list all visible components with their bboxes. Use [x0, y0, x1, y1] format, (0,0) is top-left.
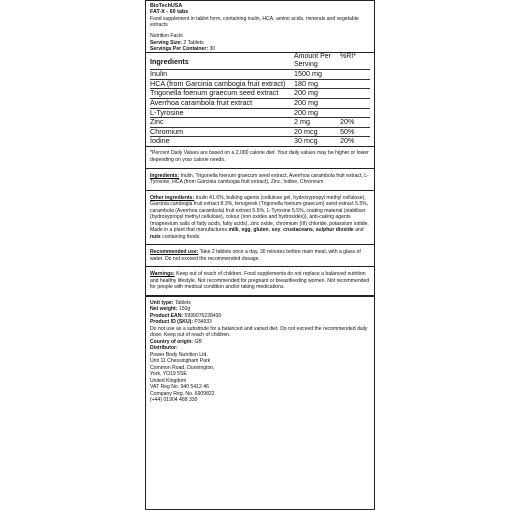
col-ri: %RI* [340, 53, 356, 61]
product-ean-value: 5999076228430 [183, 312, 222, 319]
table-row [150, 99, 370, 109]
row-name: Averrhoa carambola fruit extract [150, 99, 294, 109]
allergen-milk: milk [228, 227, 239, 234]
allergen-and: and [353, 227, 364, 234]
row-amount: 30 mcg [294, 137, 340, 146]
label-header [146, 1, 374, 52]
servings-value: 30 [209, 46, 216, 52]
row-amount: 200 mg [294, 108, 340, 118]
row-name: Trigonella foenum graecum seed extract [150, 89, 294, 99]
product-label-panel [145, 0, 375, 510]
unit-type-value: Tablets [173, 299, 191, 306]
table-row [150, 108, 370, 118]
product-name: FAT-X - 60 tabs [150, 9, 189, 16]
col-amount-label: Amount Per Serving [294, 53, 331, 69]
row-name: HCA (from Garcinia cambogia fruit extract) [150, 79, 294, 89]
distributor-address-line: VAT Reg No. 940 5412 46 [150, 384, 209, 391]
row-amount: 1500 mg [294, 70, 340, 80]
unit-type-label: Unit type: [150, 299, 174, 306]
net-weight-value: 150g [177, 306, 191, 313]
product-details-section [146, 295, 374, 408]
row-amount: 200 mg [294, 99, 340, 109]
row-name: Inulin [150, 70, 294, 80]
allergen-separator: , [268, 227, 272, 234]
distributor-address-line: (+44) 01904 488 330 [150, 397, 198, 404]
other-ingredients-end: containing foods. [160, 233, 201, 240]
warnings-text: Keep out of reach of children. Food supplements do not replace a balanced nutrition and healthy lifestyle. Not recommended for pregnant or breastfeeding women. Not recommended for people with medical condition and/or taking medications. [150, 271, 370, 291]
row-ri: 50% [340, 127, 370, 137]
row-ri [340, 89, 370, 99]
distributor-address-line: Power Body Nutrition Ltd. [150, 351, 208, 358]
servings-label: Servings Per Container: [150, 46, 209, 52]
product-sku-label: Product ID (SKU): [150, 319, 194, 326]
allergen-crustaceans: crustaceans [283, 227, 313, 234]
allergen-separator: , [312, 227, 316, 234]
serving-size-label: Serving Size: [150, 39, 182, 46]
daily-values-footnote: *Percent Daily Values are based on a 2,000 calorie diet. Your daily values may be higher or lower depending on your calorie needs. [150, 150, 369, 163]
allergen-egg: egg [241, 227, 251, 234]
distributor-address-line: Common Road, Dunnington, [150, 364, 215, 371]
nutrition-facts-title: Nutrition Facts [150, 33, 183, 40]
allergen-sulphur-dioxide: sulphur dioxide [315, 227, 354, 234]
row-ri [340, 70, 370, 80]
brand-name: BioTechUSA [150, 3, 183, 9]
distributor-address-line: Company Reg. No. 6909822 [150, 390, 215, 397]
row-ri: 20% [340, 118, 370, 128]
nutrition-table-header [150, 53, 370, 70]
row-name: Iodine [150, 137, 294, 146]
recommended-use-text: Take 2 tablets once a day, 30 minutes before main meal, with a glass of water. Do not exceed the recommended dosage. [150, 249, 361, 262]
row-amount: 20 mcg [294, 127, 340, 137]
row-name: Zinc [150, 118, 294, 128]
other-ingredients-label: Other ingredients: [150, 194, 195, 201]
allergen-gluten: gluten [253, 227, 269, 234]
other-ingredients-section [146, 190, 374, 245]
recommended-use-section [146, 244, 374, 266]
allergen-separator: , [280, 227, 284, 234]
ingredients-label: Ingredients: [150, 172, 180, 179]
row-ri [340, 99, 370, 109]
allergen-soy: soy [271, 227, 281, 234]
table-row [150, 137, 370, 146]
product-sku-value: P34933 [193, 319, 212, 326]
ingredients-section [146, 168, 374, 190]
allergen-separator: , [238, 227, 242, 234]
col-amount [294, 53, 340, 70]
allergen-separator: , [250, 227, 254, 234]
row-name: L-Tyrosine [150, 108, 294, 118]
warnings-label: Warnings: [150, 271, 175, 278]
serving-size-value: 2 Tablets [183, 39, 204, 46]
row-amount: 180 mg [294, 79, 340, 89]
other-ingredients-text: Inulin 41.6%, bulking agents (cellulose gel, hydroxypropyl methyl cellulose), Garcinia cambogia fruit extract 8.3%, fenugreek (Trigonella foenum-graecum) seed extract 5.5%, carambola (Averrhoa carambola) fruit extract 5.5%, L-Tyrosine 5.5%, coating material (stabiliser (hydroxypropyl methyl cellulose), colour (iron oxides and hydroxides)), anti-caking agents (magnesium salts of fatty acids, fatty acids), zinc oxide, chromium (III) chloride, potassium iodide. Made in a plant that manufactures [150, 194, 369, 234]
table-row [150, 118, 370, 128]
distributor-address-line: United Kingdom [150, 377, 187, 384]
recommended-use-label: Recommended use: [150, 249, 199, 256]
nutrition-table-wrap [146, 53, 374, 146]
warnings-section [146, 266, 374, 295]
nutrition-table [150, 53, 370, 146]
table-row [150, 70, 370, 80]
col-ingredients: Ingredients [150, 56, 189, 66]
distributor-address-line: Unit 11 Chessingham Park [150, 358, 211, 365]
row-ri [340, 79, 370, 89]
row-name: Chromium [150, 127, 294, 137]
row-amount: 2 mg [294, 118, 340, 128]
net-weight-label: Net weight: [150, 306, 178, 313]
product-description: Food supplement in tablet form, containing inulin, HCA, amino acids, minerals and vegetable extracts [150, 15, 359, 29]
country-of-origin-value: GB [193, 338, 202, 345]
distributor-heading: Distributor: [150, 345, 178, 352]
row-amount: 200 mg [294, 89, 340, 99]
row-ri: 20% [340, 137, 370, 146]
product-ean-label: Product EAN: [150, 312, 184, 319]
table-row [150, 127, 370, 137]
usage-note: Do not use as a substitute for a balanced and varied diet. Do not exceed the recommended daily dose. Keep out of reach of children. [150, 325, 368, 339]
distributor-address-line: York, YO19 5SE [150, 371, 187, 378]
ingredients-text: Inulin, Trigonella foenum graecum seed extract, Averrhoa carambola fruit extract, L-Tyrosine, HCA (from Garcinia cambogia fruit extract), Zinc, Iodine, Chromium [150, 172, 369, 186]
country-of-origin-label: Country of origin: [150, 338, 194, 345]
allergen-nuts: nuts [150, 233, 161, 240]
